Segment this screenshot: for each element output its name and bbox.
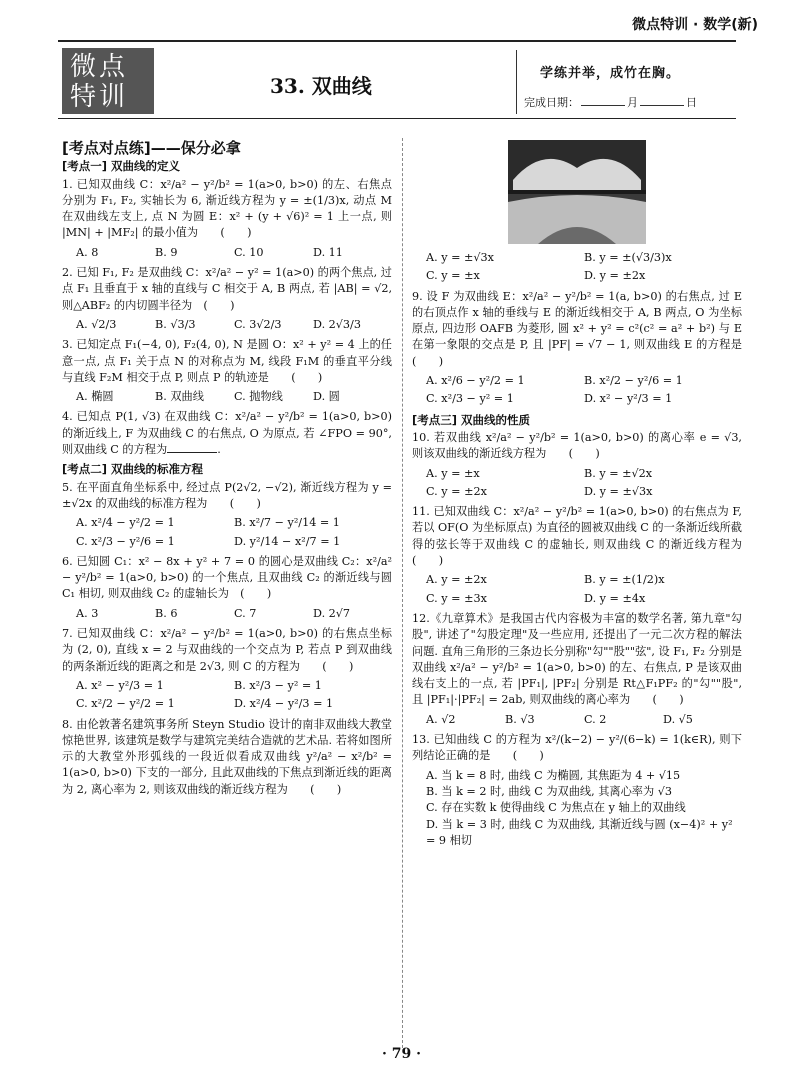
header-rule-bottom [58,118,736,119]
question-4 [62,409,392,458]
option[interactable]: B. x²/2 − y²/6 = 1 [584,374,683,388]
series-title: 微点特训 · 数学(新) [632,17,758,33]
option[interactable]: B. √3/3 [155,317,196,331]
logo [62,48,154,114]
question-7: 7. 已知双曲线 C：x²/a² − y²/b² = 1(a>0, b>0) 的右焦点坐标为 (2, 0), 直线 x = 2 与双曲线的一个交点为 P, 若点 P 到双曲线的两条渐近线的距离之和是 2√3, 则 C 的方程为 ( ) [62,627,392,673]
option[interactable]: B. 当 k = 2 时, 曲线 C 为双曲线, 其离心率为 √3 [426,784,672,798]
option[interactable]: A. √2/3 [76,317,117,331]
right-column [412,140,765,853]
option[interactable]: C. y = ±2x [426,484,487,498]
option[interactable]: D. x² − y²/3 = 1 [584,392,673,406]
completion-date [524,94,697,110]
q12-options [426,712,742,728]
option[interactable]: C. 10 [234,245,264,259]
option[interactable]: A. y = ±√3x [426,251,494,264]
option[interactable]: D. 11 [313,245,343,259]
option[interactable]: B. 双曲线 [155,390,204,404]
answer-blank[interactable] [167,452,217,453]
option[interactable]: C. y = ±3x [426,591,487,605]
header-rule [58,40,736,42]
slogan: 学练并举，成竹在胸。 [540,66,681,81]
option[interactable]: A. 当 k = 8 时, 曲线 C 为椭圆, 其焦距为 4 + √15 [426,768,681,782]
q9-options [426,373,742,408]
column-divider [402,138,403,1048]
option[interactable]: A. 3 [76,606,99,620]
option[interactable]: A. x²/4 − y²/2 = 1 [76,516,175,530]
question-2: 2. 已知 F₁, F₂ 是双曲线 C：x²/a² − y² = 1(a>0) 的两个焦点, 过点 F₁ 且垂直于 x 轴的直线与 C 相交于 A, B 两点, 若 |AB| = √2, 则△ABF₂ 的内切圆半径为 ( ) [62,266,392,312]
point-heading: [考点二] 双曲线的标准方程 [62,462,204,477]
option[interactable]: C. 抛物线 [234,390,283,404]
q4-end: . [217,443,221,457]
left-column [62,140,392,801]
option[interactable]: A. √2 [426,712,456,726]
option[interactable]: D. y = ±√3x [584,484,653,498]
option[interactable]: A. y = ±x [426,466,480,480]
question-8: 8. 由伦敦著名建筑事务所 Steyn Studio 设计的南非双曲线大教堂惊艳世界, 该建筑是数学与建筑完美结合造就的艺术品. 若将如图所示的大教堂外形弧线的一段近似看成双曲线 y²/a² − x²/b² = 1(a>0, b>0) 下支的一部分, 且此双曲线的下焦点到渐近线的距离为 2, 离心率为 2, 则该双曲线的渐近线方程为 ( ) [62,717,392,796]
option[interactable]: A. 椭圆 [76,390,114,404]
option[interactable]: D. 2√7 [313,606,351,620]
option[interactable]: D. 2√3/3 [313,317,361,331]
option[interactable]: D. 圆 [313,390,340,404]
cathedral-illustration [508,140,646,244]
option[interactable]: A. 8 [76,245,99,259]
question-11: 11. 已知双曲线 C：x²/a² − y²/b² = 1(a>0, b>0) 的右焦点为 F, 若以 OF(O 为坐标原点) 为直径的圆被双曲线 C 的一条渐近线所截得的弦长等于双曲线 C 的虚轴长, 则双曲线 C 的渐近线方程为 ( ) [412,505,765,568]
logo-line1: 微点 [70,52,129,82]
option[interactable]: A. x²/6 − y²/2 = 1 [426,374,525,388]
point-heading: [考点一] 双曲线的定义 [62,159,181,174]
q1-options [76,245,392,261]
option[interactable]: B. 9 [155,245,178,259]
point-heading: [考点三] 双曲线的性质 [412,412,531,427]
option[interactable]: C. 2 [584,712,607,726]
option[interactable]: B. x²/3 − y² = 1 [234,678,322,692]
option[interactable]: D. y = ±4x [584,591,646,605]
q2-options [76,317,392,333]
section-title: [考点对点练]——保分必拿 [62,139,241,157]
q13-options [426,768,742,849]
option[interactable]: A. y = ±2x [426,573,487,587]
option[interactable]: D. x²/4 − y²/3 = 1 [234,697,334,711]
option[interactable]: C. 7 [234,606,257,620]
option[interactable]: C. x²/2 − y²/2 = 1 [76,697,175,711]
question-5: 5. 在平面直角坐标系中, 经过点 P(2√2, −√2), 渐近线方程为 y = ±√2x 的双曲线的标准方程为 ( ) [62,480,392,510]
option[interactable]: B. y = ±(√3/3)x [584,251,672,264]
option[interactable]: D. 当 k = 3 时, 曲线 C 为双曲线, 其渐近线与圆 (x−4)² + y² = 9 相切 [426,817,733,847]
topic-title: 33. 双曲线 [270,74,372,98]
question-6: 6. 已知圆 C₁：x² − 8x + y² + 7 = 0 的圆心是双曲线 C₂：x²/a² − y²/b² = 1(a>0, b>0) 的一个焦点, 且双曲线 C₂ 的渐近线与圆 C₁ 相切, 则双曲线 C₂ 的虚轴长为 ( ) [62,554,392,601]
option[interactable]: C. 存在实数 k 使得曲线 C 为焦点在 y 轴上的双曲线 [426,801,686,815]
question-3: 3. 已知定点 F₁(−4, 0), F₂(4, 0), N 是圆 O：x² + y² = 4 上的任意一点, 点 F₁ 关于点 N 的对称点为 M, 线段 F₁M 的垂直平分线与直线 F₂M 相交于点 P, 则点 P 的轨迹是 ( ) [62,338,392,384]
q11-options [426,572,742,607]
question-10: 10. 若双曲线 x²/a² − y²/b² = 1(a>0, b>0) 的离心率 e = √3, 则该双曲线的渐近线方程为 ( ) [412,430,742,461]
option[interactable]: B. y = ±√2x [584,466,653,480]
option[interactable]: C. 3√2/3 [234,317,282,331]
date-label: 完成日期： [524,96,579,109]
question-13: 13. 已知曲线 C 的方程为 x²/(k−2) − y²/(6−k) = 1(k∈R), 则下列结论正确的是 ( ) [412,733,742,763]
q6-options [76,606,392,622]
page-number: · 79 · [382,1046,421,1062]
q5-options [76,515,392,550]
option[interactable]: B. √3 [505,712,535,726]
option[interactable]: C. x²/3 − y²/6 = 1 [76,534,175,548]
logo-line2: 特训 [70,82,129,112]
question-9: 9. 设 F 为双曲线 E：x²/a² − y²/b² = 1(a, b>0) 的右焦点, 过 E 的右顶点作 x 轴的垂线与 E 的渐近线相交于 A, B 两点, O 为坐标原点, 四边形 OAFB 为菱形, 圆 x² + y² = c²(c² = a² + b²) 与 E 在第一象限的交点是 P, 且 |PF| = √7 − 1, 则双曲线 E 的方程是 ( ) [412,289,765,368]
q3-options [76,389,392,405]
day-label: 日 [686,96,697,109]
month-blank[interactable] [581,105,625,106]
option[interactable]: C. y = ±x [426,269,480,283]
option[interactable]: D. √5 [663,712,693,726]
option[interactable]: D. y²/14 − x²/7 = 1 [234,534,341,548]
option[interactable]: D. y = ±2x [584,269,646,283]
option[interactable]: B. y = ±(1/2)x [584,573,665,587]
q10-options [426,466,742,501]
q7-options [76,678,392,713]
option[interactable]: B. x²/7 − y²/14 = 1 [234,516,340,530]
question-12: 12.《九章算术》是我国古代内容极为丰富的数学名著, 第九章"勾股", 讲述了"勾股定理"及一些应用, 还提出了一元二次方程的解法问题. 直角三角形的三条边长分别称"勾""股""弦", 设 F₁, F₂ 分别是双曲线 x²/a² − y²/b² = 1(a>0, b>0) 的左、右焦点, P 是该双曲线右支上的一点, 若 |PF₁|, |PF₂| 分别是 Rt△F₁PF₂ 的"勾""股", 且 |PF₁|·|PF₂| = 2ab, 则双曲线的离心率为 ( ) [412,611,742,707]
option[interactable]: C. x²/3 − y² = 1 [426,392,514,406]
option[interactable]: B. 6 [155,606,178,620]
q4-stem: 4. 已知点 P(1, √3) 在双曲线 C：x²/a² − y²/b² = 1(a>0, b>0) 的渐近线上, F 为双曲线 C 的右焦点, O 为原点, 若 ∠FPO = 90°, 则双曲线 C 的方程为 [62,410,392,457]
day-blank[interactable] [640,105,684,106]
question-1: 1. 已知双曲线 C：x²/a² − y²/b² = 1(a>0, b>0) 的左、右焦点分别为 F₁, F₂, 实轴长为 6, 渐近线方程为 y = ±(1/3)x, 动点 M 在双曲线左支上, 点 N 为圆 E：x² + (y + √6)² = 1 上一点, 则 |MN| + |MF₂| 的最小值为 ( ) [62,177,392,240]
cathedral-photo [508,140,646,244]
q8-options [426,250,742,285]
option[interactable]: A. x² − y²/3 = 1 [76,678,164,692]
month-label: 月 [627,96,638,109]
